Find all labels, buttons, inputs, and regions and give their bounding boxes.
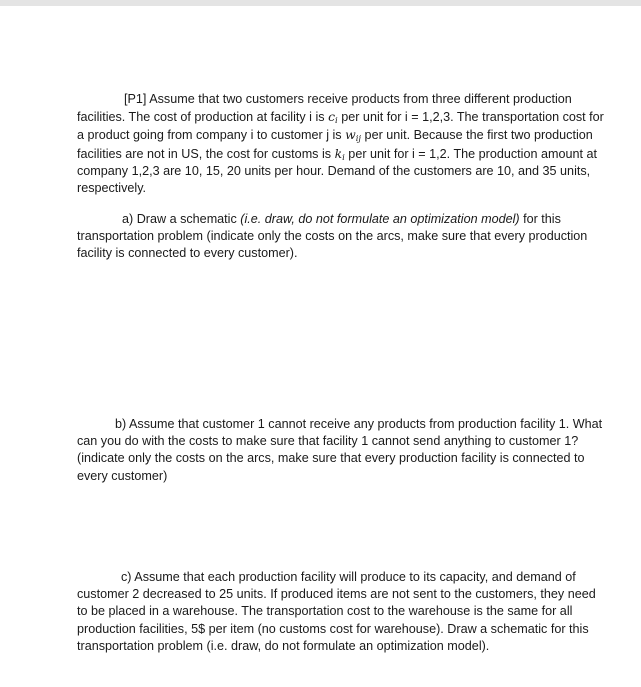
problem-text: per unit for i = 1,2,3. The transportation cost for [337, 110, 604, 125]
part-a-line-2: transportation problem (indicate only the costs on the arcs, make sure that every production [77, 229, 588, 244]
cost-symbol-k: $k_i$ [334, 145, 345, 163]
problem-line-4 [77, 145, 604, 163]
part-a [77, 211, 587, 263]
problem-line-1 [77, 91, 604, 108]
problem-text: a product going from company i to customer j is [77, 128, 346, 143]
part-b-line-4: every customer) [77, 468, 168, 483]
problem-text: per unit. Because the first two production [361, 128, 593, 143]
top-band [0, 0, 641, 6]
problem-text: facilities. The cost of production at facility i is [77, 110, 329, 125]
part-c-line-1: c) Assume that each production facility will produce to its capacity, and demand of [121, 570, 576, 584]
problem-line-5: company 1,2,3 are 10, 15, 20 units per hour. Demand of the customers are 10, and 35 units, [77, 163, 591, 178]
part-b-line-3: (indicate only the costs on the arcs, make sure that every production facility is connected to [77, 451, 585, 466]
part-b-line-1: b) Assume that customer 1 cannot receive any products from production facility 1. What [115, 417, 603, 431]
problem-text: per unit for i = 1,2. The production amount at [344, 146, 597, 161]
part-a-line-1: a) Draw a schematic (i.e. draw, do not formulate an optimization model) for this [122, 212, 561, 226]
problem-statement [77, 91, 604, 197]
cost-symbol-w: $w_{ij}$ [345, 127, 362, 145]
part-b-line-2: can you do with the costs to make sure that facility 1 cannot send anything to customer 1? [77, 434, 579, 449]
part-a-emphasis: (i.e. draw, do not formulate an optimization model) [240, 212, 520, 226]
part-c-line-5: transportation problem (i.e. draw, do not formulate an optimization model). [77, 638, 490, 653]
problem-line-2 [77, 108, 604, 126]
problem-text: facilities are not in US, the cost for customs is [77, 146, 335, 161]
cost-symbol-c: $c_i$ [328, 109, 338, 127]
problem-line-6: respectively. [77, 181, 147, 196]
part-c [77, 569, 596, 655]
part-c-line-2: customer 2 decreased to 25 units. If produced items are not sent to the customers, they need [77, 587, 596, 602]
part-c-line-4: production facilities, 5$ per item (no customs cost for warehouse). Draw a schematic for this [77, 621, 589, 636]
part-c-line-3: to be placed in a warehouse. The transportation cost to the warehouse is the same for all [77, 604, 573, 619]
problem-text: [P1] Assume that two customers receive products from three different production [124, 92, 572, 106]
part-a-line-3: facility is connected to every customer). [77, 246, 298, 261]
problem-line-3 [77, 126, 604, 144]
part-b [77, 416, 602, 485]
